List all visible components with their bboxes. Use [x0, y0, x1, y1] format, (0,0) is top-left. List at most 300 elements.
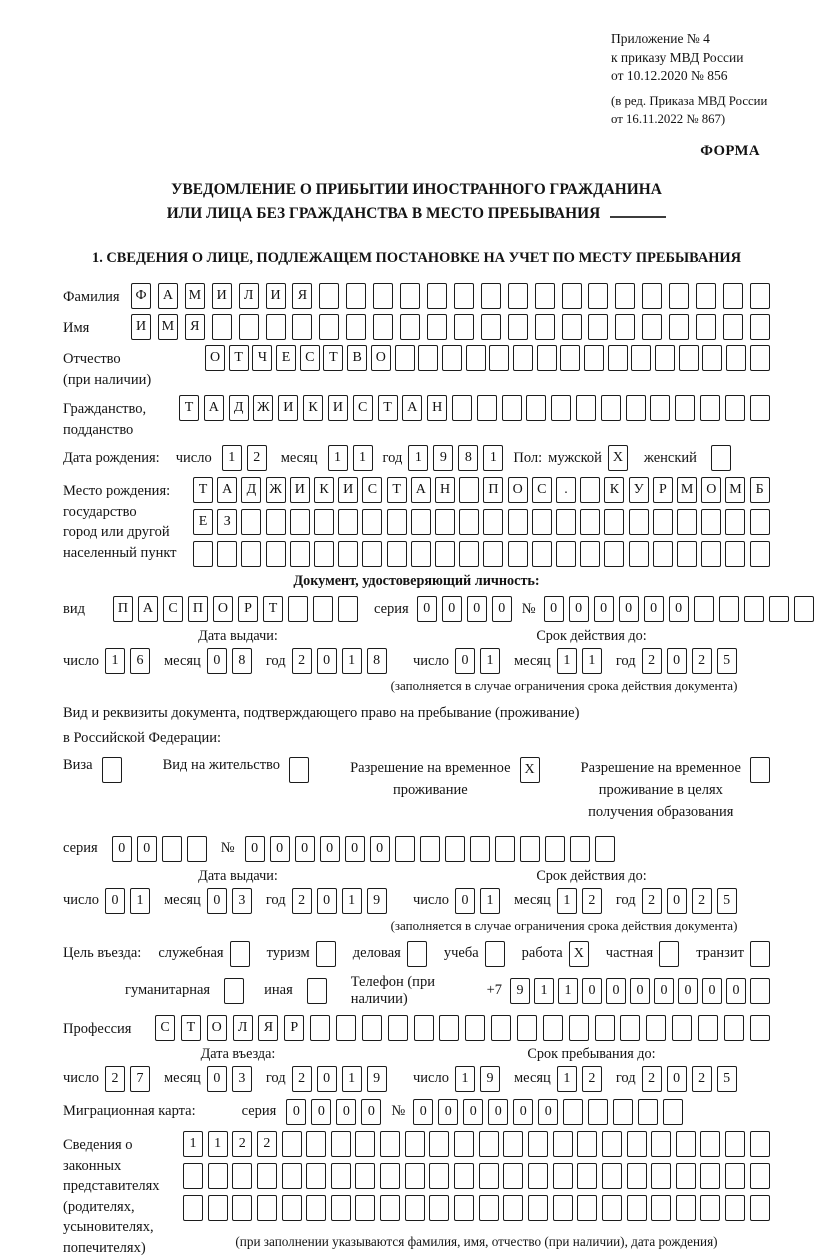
char-cell[interactable]: [508, 314, 528, 340]
char-cell[interactable]: 0: [467, 596, 487, 622]
char-cell[interactable]: [663, 1099, 683, 1125]
char-cell[interactable]: О: [508, 477, 528, 503]
char-cell[interactable]: [602, 1131, 622, 1157]
char-cell[interactable]: [313, 596, 333, 622]
char-cell[interactable]: [532, 509, 552, 535]
char-cell[interactable]: [282, 1163, 302, 1189]
char-cell[interactable]: О: [371, 345, 391, 371]
char-cell[interactable]: Е: [276, 345, 296, 371]
char-cell[interactable]: [620, 1015, 640, 1041]
char-cell[interactable]: И: [266, 283, 286, 309]
char-cell[interactable]: [411, 509, 431, 535]
char-cell[interactable]: [595, 1015, 615, 1041]
char-cell[interactable]: [491, 1015, 511, 1041]
char-cell[interactable]: Р: [284, 1015, 304, 1041]
char-cell[interactable]: [744, 596, 764, 622]
char-cell[interactable]: 0: [619, 596, 639, 622]
char-cell[interactable]: [459, 541, 479, 567]
char-cell[interactable]: 1: [208, 1131, 228, 1157]
char-cell[interactable]: 2: [692, 1066, 712, 1092]
char-cell[interactable]: Ж: [253, 395, 273, 421]
temp-permit-checkbox[interactable]: [520, 757, 540, 783]
char-cell[interactable]: Р: [238, 596, 258, 622]
char-cell[interactable]: [319, 283, 339, 309]
char-cell[interactable]: [646, 1015, 666, 1041]
char-cell[interactable]: 1: [558, 978, 578, 1004]
char-cell[interactable]: [556, 509, 576, 535]
char-cell[interactable]: Ж: [266, 477, 286, 503]
char-cell[interactable]: [750, 395, 770, 421]
char-cell[interactable]: X: [608, 445, 628, 471]
char-cell[interactable]: [427, 283, 447, 309]
char-cell[interactable]: [629, 509, 649, 535]
char-cell[interactable]: 0: [669, 596, 689, 622]
char-cell[interactable]: [615, 314, 635, 340]
purpose-official-checkbox[interactable]: [230, 941, 250, 967]
purpose-study-checkbox[interactable]: [485, 941, 505, 967]
char-cell[interactable]: С: [532, 477, 552, 503]
char-cell[interactable]: 0: [442, 596, 462, 622]
char-cell[interactable]: [569, 1015, 589, 1041]
char-cell[interactable]: [750, 345, 770, 371]
sex-female-checkbox[interactable]: [711, 445, 731, 471]
char-cell[interactable]: 1: [480, 648, 500, 674]
char-cell[interactable]: [483, 541, 503, 567]
char-cell[interactable]: [631, 345, 651, 371]
char-cell[interactable]: А: [217, 477, 237, 503]
char-cell[interactable]: [604, 541, 624, 567]
char-cell[interactable]: [508, 283, 528, 309]
purpose-work-checkbox[interactable]: [569, 941, 589, 967]
char-cell[interactable]: [289, 757, 309, 783]
char-cell[interactable]: И: [290, 477, 310, 503]
char-cell[interactable]: [414, 1015, 434, 1041]
visa-checkbox[interactable]: [102, 757, 122, 783]
char-cell[interactable]: [208, 1195, 228, 1221]
char-cell[interactable]: Р: [653, 477, 673, 503]
char-cell[interactable]: [454, 1163, 474, 1189]
char-cell[interactable]: [373, 283, 393, 309]
char-cell[interactable]: [193, 541, 213, 567]
char-cell[interactable]: [319, 314, 339, 340]
char-cell[interactable]: [553, 1195, 573, 1221]
char-cell[interactable]: [489, 345, 509, 371]
char-cell[interactable]: [613, 1099, 633, 1125]
char-cell[interactable]: [241, 541, 261, 567]
char-cell[interactable]: [517, 1015, 537, 1041]
char-cell[interactable]: [316, 941, 336, 967]
char-cell[interactable]: [435, 541, 455, 567]
char-cell[interactable]: [445, 836, 465, 862]
char-cell[interactable]: 0: [207, 888, 227, 914]
char-cell[interactable]: С: [155, 1015, 175, 1041]
char-cell[interactable]: 1: [483, 445, 503, 471]
char-cell[interactable]: 0: [455, 888, 475, 914]
char-cell[interactable]: [677, 509, 697, 535]
char-cell[interactable]: [676, 1195, 696, 1221]
char-cell[interactable]: А: [411, 477, 431, 503]
char-cell[interactable]: [526, 395, 546, 421]
char-cell[interactable]: [429, 1163, 449, 1189]
char-cell[interactable]: [651, 1131, 671, 1157]
char-cell[interactable]: О: [205, 345, 225, 371]
char-cell[interactable]: [701, 509, 721, 535]
char-cell[interactable]: 0: [544, 596, 564, 622]
char-cell[interactable]: А: [138, 596, 158, 622]
char-cell[interactable]: [676, 1131, 696, 1157]
char-cell[interactable]: [642, 314, 662, 340]
char-cell[interactable]: [442, 345, 462, 371]
char-cell[interactable]: 2: [692, 888, 712, 914]
char-cell[interactable]: [537, 345, 557, 371]
purpose-other-checkbox[interactable]: [307, 978, 327, 1004]
char-cell[interactable]: [162, 836, 182, 862]
char-cell[interactable]: Я: [292, 283, 312, 309]
char-cell[interactable]: 0: [320, 836, 340, 862]
char-cell[interactable]: Т: [181, 1015, 201, 1041]
char-cell[interactable]: [553, 1163, 573, 1189]
char-cell[interactable]: [676, 1163, 696, 1189]
char-cell[interactable]: [659, 941, 679, 967]
char-cell[interactable]: [602, 1195, 622, 1221]
char-cell[interactable]: М: [158, 314, 178, 340]
char-cell[interactable]: Д: [229, 395, 249, 421]
char-cell[interactable]: [459, 477, 479, 503]
char-cell[interactable]: Т: [387, 477, 407, 503]
char-cell[interactable]: 2: [232, 1131, 252, 1157]
char-cell[interactable]: [535, 314, 555, 340]
char-cell[interactable]: [232, 1163, 252, 1189]
char-cell[interactable]: 0: [702, 978, 722, 1004]
char-cell[interactable]: 1: [557, 648, 577, 674]
char-cell[interactable]: 0: [112, 836, 132, 862]
char-cell[interactable]: [679, 345, 699, 371]
char-cell[interactable]: 0: [137, 836, 157, 862]
char-cell[interactable]: [346, 283, 366, 309]
char-cell[interactable]: 3: [232, 888, 252, 914]
char-cell[interactable]: Е: [193, 509, 213, 535]
char-cell[interactable]: 0: [413, 1099, 433, 1125]
edu-permit-checkbox[interactable]: [750, 757, 770, 783]
char-cell[interactable]: [183, 1195, 203, 1221]
char-cell[interactable]: 1: [105, 648, 125, 674]
char-cell[interactable]: [725, 541, 745, 567]
char-cell[interactable]: Н: [435, 477, 455, 503]
purpose-transit-checkbox[interactable]: [750, 941, 770, 967]
char-cell[interactable]: [429, 1131, 449, 1157]
char-cell[interactable]: [528, 1131, 548, 1157]
char-cell[interactable]: 0: [538, 1099, 558, 1125]
char-cell[interactable]: [528, 1195, 548, 1221]
char-cell[interactable]: 2: [105, 1066, 125, 1092]
char-cell[interactable]: [725, 1163, 745, 1189]
char-cell[interactable]: [481, 314, 501, 340]
char-cell[interactable]: 6: [130, 648, 150, 674]
char-cell[interactable]: [724, 1015, 744, 1041]
char-cell[interactable]: [513, 345, 533, 371]
char-cell[interactable]: [528, 1163, 548, 1189]
char-cell[interactable]: [479, 1131, 499, 1157]
char-cell[interactable]: [331, 1163, 351, 1189]
char-cell[interactable]: 5: [717, 888, 737, 914]
char-cell[interactable]: 1: [130, 888, 150, 914]
char-cell[interactable]: [725, 395, 745, 421]
char-cell[interactable]: 1: [582, 648, 602, 674]
char-cell[interactable]: О: [213, 596, 233, 622]
char-cell[interactable]: 2: [292, 888, 312, 914]
char-cell[interactable]: 0: [345, 836, 365, 862]
char-cell[interactable]: 2: [692, 648, 712, 674]
char-cell[interactable]: 8: [232, 648, 252, 674]
char-cell[interactable]: 2: [292, 1066, 312, 1092]
char-cell[interactable]: [306, 1163, 326, 1189]
char-cell[interactable]: [694, 596, 714, 622]
char-cell[interactable]: 1: [222, 445, 242, 471]
char-cell[interactable]: 0: [438, 1099, 458, 1125]
char-cell[interactable]: [477, 395, 497, 421]
char-cell[interactable]: [700, 1195, 720, 1221]
char-cell[interactable]: [520, 836, 540, 862]
char-cell[interactable]: О: [207, 1015, 227, 1041]
purpose-private-checkbox[interactable]: [659, 941, 679, 967]
char-cell[interactable]: 0: [317, 888, 337, 914]
char-cell[interactable]: [595, 836, 615, 862]
char-cell[interactable]: [429, 1195, 449, 1221]
char-cell[interactable]: [435, 509, 455, 535]
char-cell[interactable]: [454, 283, 474, 309]
char-cell[interactable]: [257, 1163, 277, 1189]
char-cell[interactable]: [230, 941, 250, 967]
char-cell[interactable]: [725, 1131, 745, 1157]
char-cell[interactable]: [769, 596, 789, 622]
char-cell[interactable]: [551, 395, 571, 421]
char-cell[interactable]: 1: [342, 888, 362, 914]
char-cell[interactable]: [508, 509, 528, 535]
char-cell[interactable]: [380, 1195, 400, 1221]
char-cell[interactable]: Т: [323, 345, 343, 371]
char-cell[interactable]: [642, 283, 662, 309]
char-cell[interactable]: М: [185, 283, 205, 309]
char-cell[interactable]: 0: [105, 888, 125, 914]
char-cell[interactable]: И: [278, 395, 298, 421]
char-cell[interactable]: П: [188, 596, 208, 622]
char-cell[interactable]: 0: [594, 596, 614, 622]
char-cell[interactable]: [669, 283, 689, 309]
char-cell[interactable]: [355, 1131, 375, 1157]
char-cell[interactable]: [102, 757, 122, 783]
char-cell[interactable]: 0: [370, 836, 390, 862]
char-cell[interactable]: 1: [408, 445, 428, 471]
char-cell[interactable]: [466, 345, 486, 371]
char-cell[interactable]: [338, 596, 358, 622]
char-cell[interactable]: [373, 314, 393, 340]
char-cell[interactable]: [292, 314, 312, 340]
char-cell[interactable]: [314, 509, 334, 535]
char-cell[interactable]: Д: [241, 477, 261, 503]
char-cell[interactable]: Т: [378, 395, 398, 421]
char-cell[interactable]: [627, 1195, 647, 1221]
char-cell[interactable]: 0: [245, 836, 265, 862]
char-cell[interactable]: [485, 941, 505, 967]
char-cell[interactable]: [588, 314, 608, 340]
char-cell[interactable]: [266, 314, 286, 340]
char-cell[interactable]: [602, 1163, 622, 1189]
char-cell[interactable]: 2: [582, 1066, 602, 1092]
char-cell[interactable]: [395, 836, 415, 862]
char-cell[interactable]: [266, 541, 286, 567]
char-cell[interactable]: [288, 596, 308, 622]
char-cell[interactable]: 9: [367, 888, 387, 914]
char-cell[interactable]: 2: [642, 888, 662, 914]
char-cell[interactable]: [794, 596, 814, 622]
char-cell[interactable]: [420, 836, 440, 862]
char-cell[interactable]: 1: [183, 1131, 203, 1157]
char-cell[interactable]: [700, 1163, 720, 1189]
char-cell[interactable]: [570, 836, 590, 862]
char-cell[interactable]: [698, 1015, 718, 1041]
char-cell[interactable]: [427, 314, 447, 340]
char-cell[interactable]: К: [604, 477, 624, 503]
char-cell[interactable]: [241, 509, 261, 535]
char-cell[interactable]: [411, 541, 431, 567]
char-cell[interactable]: Л: [233, 1015, 253, 1041]
char-cell[interactable]: А: [402, 395, 422, 421]
char-cell[interactable]: 1: [353, 445, 373, 471]
char-cell[interactable]: У: [629, 477, 649, 503]
char-cell[interactable]: [532, 541, 552, 567]
char-cell[interactable]: [577, 1163, 597, 1189]
char-cell[interactable]: [495, 836, 515, 862]
char-cell[interactable]: [543, 1015, 563, 1041]
char-cell[interactable]: [750, 509, 770, 535]
char-cell[interactable]: В: [347, 345, 367, 371]
char-cell[interactable]: [627, 1163, 647, 1189]
char-cell[interactable]: [362, 509, 382, 535]
char-cell[interactable]: Т: [179, 395, 199, 421]
char-cell[interactable]: А: [204, 395, 224, 421]
char-cell[interactable]: 1: [455, 1066, 475, 1092]
char-cell[interactable]: [331, 1131, 351, 1157]
purpose-business-checkbox[interactable]: [407, 941, 427, 967]
char-cell[interactable]: Н: [427, 395, 447, 421]
char-cell[interactable]: [282, 1131, 302, 1157]
char-cell[interactable]: 9: [367, 1066, 387, 1092]
char-cell[interactable]: [503, 1195, 523, 1221]
char-cell[interactable]: 0: [317, 648, 337, 674]
char-cell[interactable]: [580, 541, 600, 567]
char-cell[interactable]: С: [300, 345, 320, 371]
char-cell[interactable]: [387, 509, 407, 535]
char-cell[interactable]: [331, 1195, 351, 1221]
char-cell[interactable]: Л: [239, 283, 259, 309]
char-cell[interactable]: [362, 541, 382, 567]
char-cell[interactable]: [508, 541, 528, 567]
char-cell[interactable]: И: [338, 477, 358, 503]
char-cell[interactable]: К: [303, 395, 323, 421]
char-cell[interactable]: [651, 1163, 671, 1189]
char-cell[interactable]: 0: [582, 978, 602, 1004]
char-cell[interactable]: [576, 395, 596, 421]
char-cell[interactable]: [400, 314, 420, 340]
char-cell[interactable]: [577, 1195, 597, 1221]
char-cell[interactable]: 0: [455, 648, 475, 674]
char-cell[interactable]: [726, 345, 746, 371]
sex-male-checkbox[interactable]: [608, 445, 628, 471]
char-cell[interactable]: [224, 978, 244, 1004]
char-cell[interactable]: [362, 1015, 382, 1041]
char-cell[interactable]: 0: [654, 978, 674, 1004]
char-cell[interactable]: 2: [247, 445, 267, 471]
char-cell[interactable]: [380, 1131, 400, 1157]
char-cell[interactable]: [346, 314, 366, 340]
char-cell[interactable]: [700, 395, 720, 421]
char-cell[interactable]: 0: [667, 888, 687, 914]
char-cell[interactable]: [584, 345, 604, 371]
char-cell[interactable]: 7: [130, 1066, 150, 1092]
char-cell[interactable]: 0: [286, 1099, 306, 1125]
char-cell[interactable]: [479, 1163, 499, 1189]
char-cell[interactable]: Ф: [131, 283, 151, 309]
char-cell[interactable]: 0: [336, 1099, 356, 1125]
char-cell[interactable]: [454, 314, 474, 340]
char-cell[interactable]: 0: [463, 1099, 483, 1125]
char-cell[interactable]: И: [131, 314, 151, 340]
char-cell[interactable]: [700, 1131, 720, 1157]
char-cell[interactable]: [615, 283, 635, 309]
char-cell[interactable]: [307, 978, 327, 1004]
char-cell[interactable]: 0: [492, 596, 512, 622]
char-cell[interactable]: [503, 1163, 523, 1189]
char-cell[interactable]: И: [212, 283, 232, 309]
char-cell[interactable]: [750, 1195, 770, 1221]
char-cell[interactable]: [723, 314, 743, 340]
char-cell[interactable]: [702, 345, 722, 371]
char-cell[interactable]: Ч: [252, 345, 272, 371]
char-cell[interactable]: [604, 509, 624, 535]
char-cell[interactable]: [380, 1163, 400, 1189]
char-cell[interactable]: И: [328, 395, 348, 421]
char-cell[interactable]: 2: [642, 648, 662, 674]
char-cell[interactable]: [535, 283, 555, 309]
char-cell[interactable]: С: [163, 596, 183, 622]
char-cell[interactable]: [696, 314, 716, 340]
char-cell[interactable]: 2: [582, 888, 602, 914]
char-cell[interactable]: [470, 836, 490, 862]
char-cell[interactable]: [669, 314, 689, 340]
char-cell[interactable]: [232, 1195, 252, 1221]
char-cell[interactable]: [723, 283, 743, 309]
char-cell[interactable]: [306, 1131, 326, 1157]
char-cell[interactable]: М: [677, 477, 697, 503]
char-cell[interactable]: 1: [342, 648, 362, 674]
char-cell[interactable]: П: [483, 477, 503, 503]
char-cell[interactable]: 0: [295, 836, 315, 862]
char-cell[interactable]: [553, 1131, 573, 1157]
char-cell[interactable]: [336, 1015, 356, 1041]
char-cell[interactable]: 9: [510, 978, 530, 1004]
char-cell[interactable]: Я: [258, 1015, 278, 1041]
char-cell[interactable]: 0: [513, 1099, 533, 1125]
char-cell[interactable]: 0: [207, 648, 227, 674]
char-cell[interactable]: С: [353, 395, 373, 421]
char-cell[interactable]: 0: [667, 1066, 687, 1092]
char-cell[interactable]: [355, 1195, 375, 1221]
char-cell[interactable]: [405, 1131, 425, 1157]
char-cell[interactable]: 0: [630, 978, 650, 1004]
char-cell[interactable]: 0: [488, 1099, 508, 1125]
char-cell[interactable]: 9: [480, 1066, 500, 1092]
char-cell[interactable]: [560, 345, 580, 371]
